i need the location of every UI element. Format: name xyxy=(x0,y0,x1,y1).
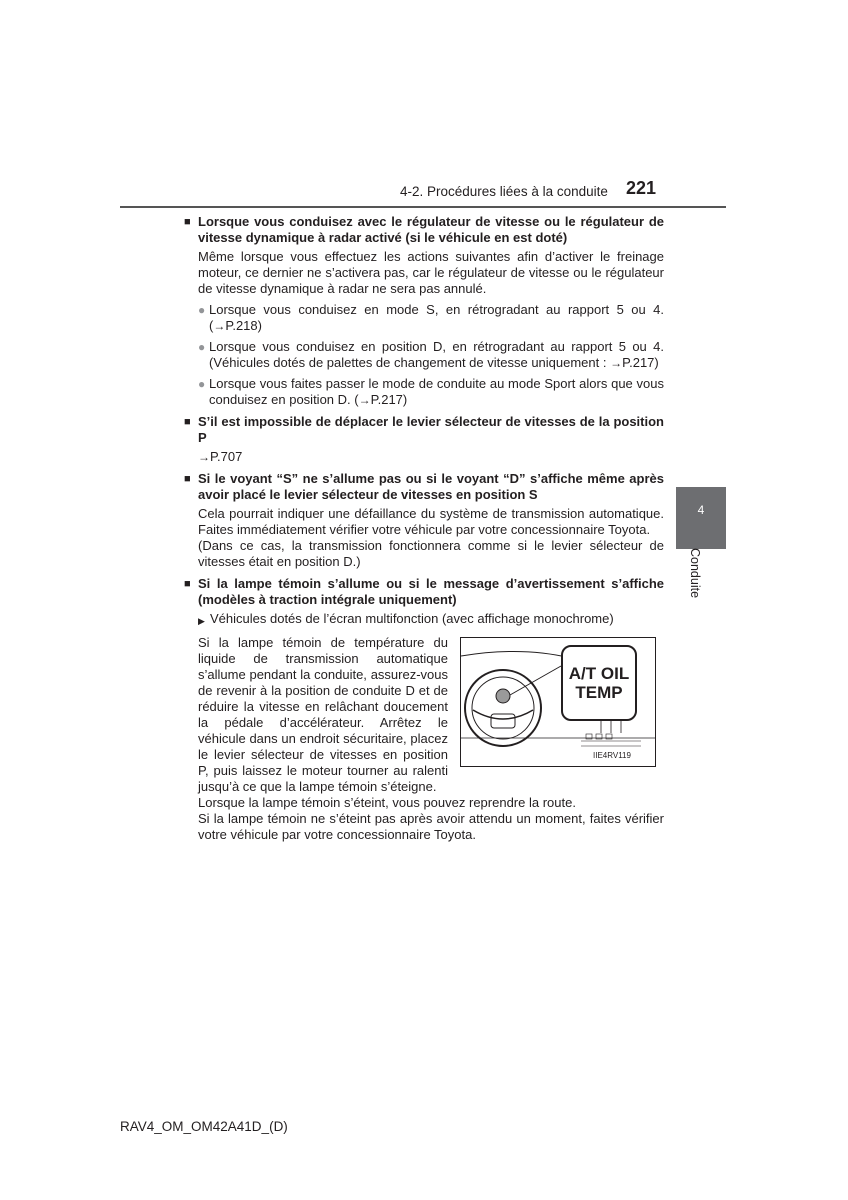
warning-row xyxy=(198,635,664,795)
triangle-right-icon: ▶ xyxy=(198,616,205,626)
section-title: ■ Si le voyant “S” ne s’allume pas ou si le voyant “D” s’affiche même après avoir placé le levier sélecteur de vitesses en position S xyxy=(184,471,664,502)
section-warning-light xyxy=(184,576,664,843)
sub-heading: ▶ Véhicules dotés de l’écran multifonction (avec affichage monochrome) xyxy=(198,611,664,629)
running-header-section: 4-2. Procédures liées à la conduite xyxy=(400,184,608,199)
page-content xyxy=(184,214,664,849)
page-number: 221 xyxy=(626,178,657,198)
square-bullet-icon: ■ xyxy=(184,473,191,485)
arrow-right-icon: → xyxy=(198,450,210,464)
chapter-label: Conduite xyxy=(688,548,702,599)
circle-bullet-icon: ● xyxy=(198,340,206,354)
chapter-tab xyxy=(676,487,726,549)
reference-line xyxy=(198,449,664,465)
section-shift-lever-p xyxy=(184,414,664,465)
document-footer: RAV4_OM_OM42A41D_(D) xyxy=(120,1119,288,1134)
page-reference: P.217) xyxy=(622,355,659,370)
page-reference: P.707 xyxy=(210,449,243,464)
section-s-indicator xyxy=(184,471,664,570)
list-item: ● Lorsque vous conduisez en mode S, en rétrogradant au rapport 5 ou 4. (→P.218) xyxy=(198,302,664,333)
section-cruise-control xyxy=(184,214,664,408)
section-title: ■ Lorsque vous conduisez avec le régulateur de vitesse ou le régulateur de vitesse dynamique à radar activé (si le véhicule en est doté) xyxy=(184,214,664,245)
arrow-right-icon: → xyxy=(358,393,371,407)
circle-bullet-icon: ● xyxy=(198,303,206,317)
dashboard-illustration xyxy=(460,637,656,767)
square-bullet-icon: ■ xyxy=(184,216,191,228)
section-title: ■ S’il est impossible de déplacer le levier sélecteur de vitesses de la position P xyxy=(184,414,664,445)
arrow-right-icon: → xyxy=(610,356,623,370)
warning-text: Si la lampe témoin de température du liquide de transmission automatique s’allume pendant la conduite, assurez-vous de revenir à la position de conduite D et de réduire la vitesse en relâchant doucement la pédale d’accélérateur. Arrêtez le véhicule dans un endroit sécuritaire, placez le levier sélecteur de vitesses en position P, puis laissez le moteur tourner au ralenti jusqu’à ce que la lampe témoin s’éteigne. xyxy=(198,635,448,794)
list-item: ● Lorsque vous conduisez en position D, en rétrogradant au rapport 5 ou 4. (Véhicules dotés de palettes de changement de vitesse uniquement : →P.217) xyxy=(198,339,664,370)
page-reference: P.218 xyxy=(225,318,258,333)
illustration-code: IIE4RV119 xyxy=(593,751,631,760)
circle-bullet-icon: ● xyxy=(198,377,206,391)
header-rule xyxy=(120,206,726,208)
chapter-number: 4 xyxy=(697,503,705,517)
section-body: Même lorsque vous effectuez les actions suivantes afin d’activer le freinage moteur, ce dernier ne s’activera pas, car le régulateur de vitesse ou le régulateur de vitesse dynamique à radar ne sera pas annulé. xyxy=(198,249,664,296)
section-body: Cela pourrait indiquer une défaillance du système de transmission automatique. Faites immédiatement vérifier votre véhicule par votre concessionnaire Toyota. (Dans ce cas, la transmission fonctionnera comme si le levier sélecteur de vitesses était en position D.) xyxy=(198,506,664,569)
warning-callout: A/T OIL TEMP xyxy=(561,645,637,721)
section-footer-text: Lorsque la lampe témoin s’éteint, vous pouvez reprendre la route. Si la lampe témoin ne s’éteint pas après avoir attendu un moment, faites vérifier votre véhicule par votre concessionnaire Toyota. xyxy=(198,795,664,842)
arrow-right-icon: → xyxy=(213,319,226,333)
square-bullet-icon: ■ xyxy=(184,578,191,590)
square-bullet-icon: ■ xyxy=(184,416,191,428)
section-title: ■ Si la lampe témoin s’allume ou si le message d’avertissement s’affiche (modèles à traction intégrale uniquement) xyxy=(184,576,664,607)
page-reference: P.217 xyxy=(370,392,403,407)
list-item: ● Lorsque vous faites passer le mode de conduite au mode Sport alors que vous conduisez en position D. (→P.217) xyxy=(198,376,664,407)
